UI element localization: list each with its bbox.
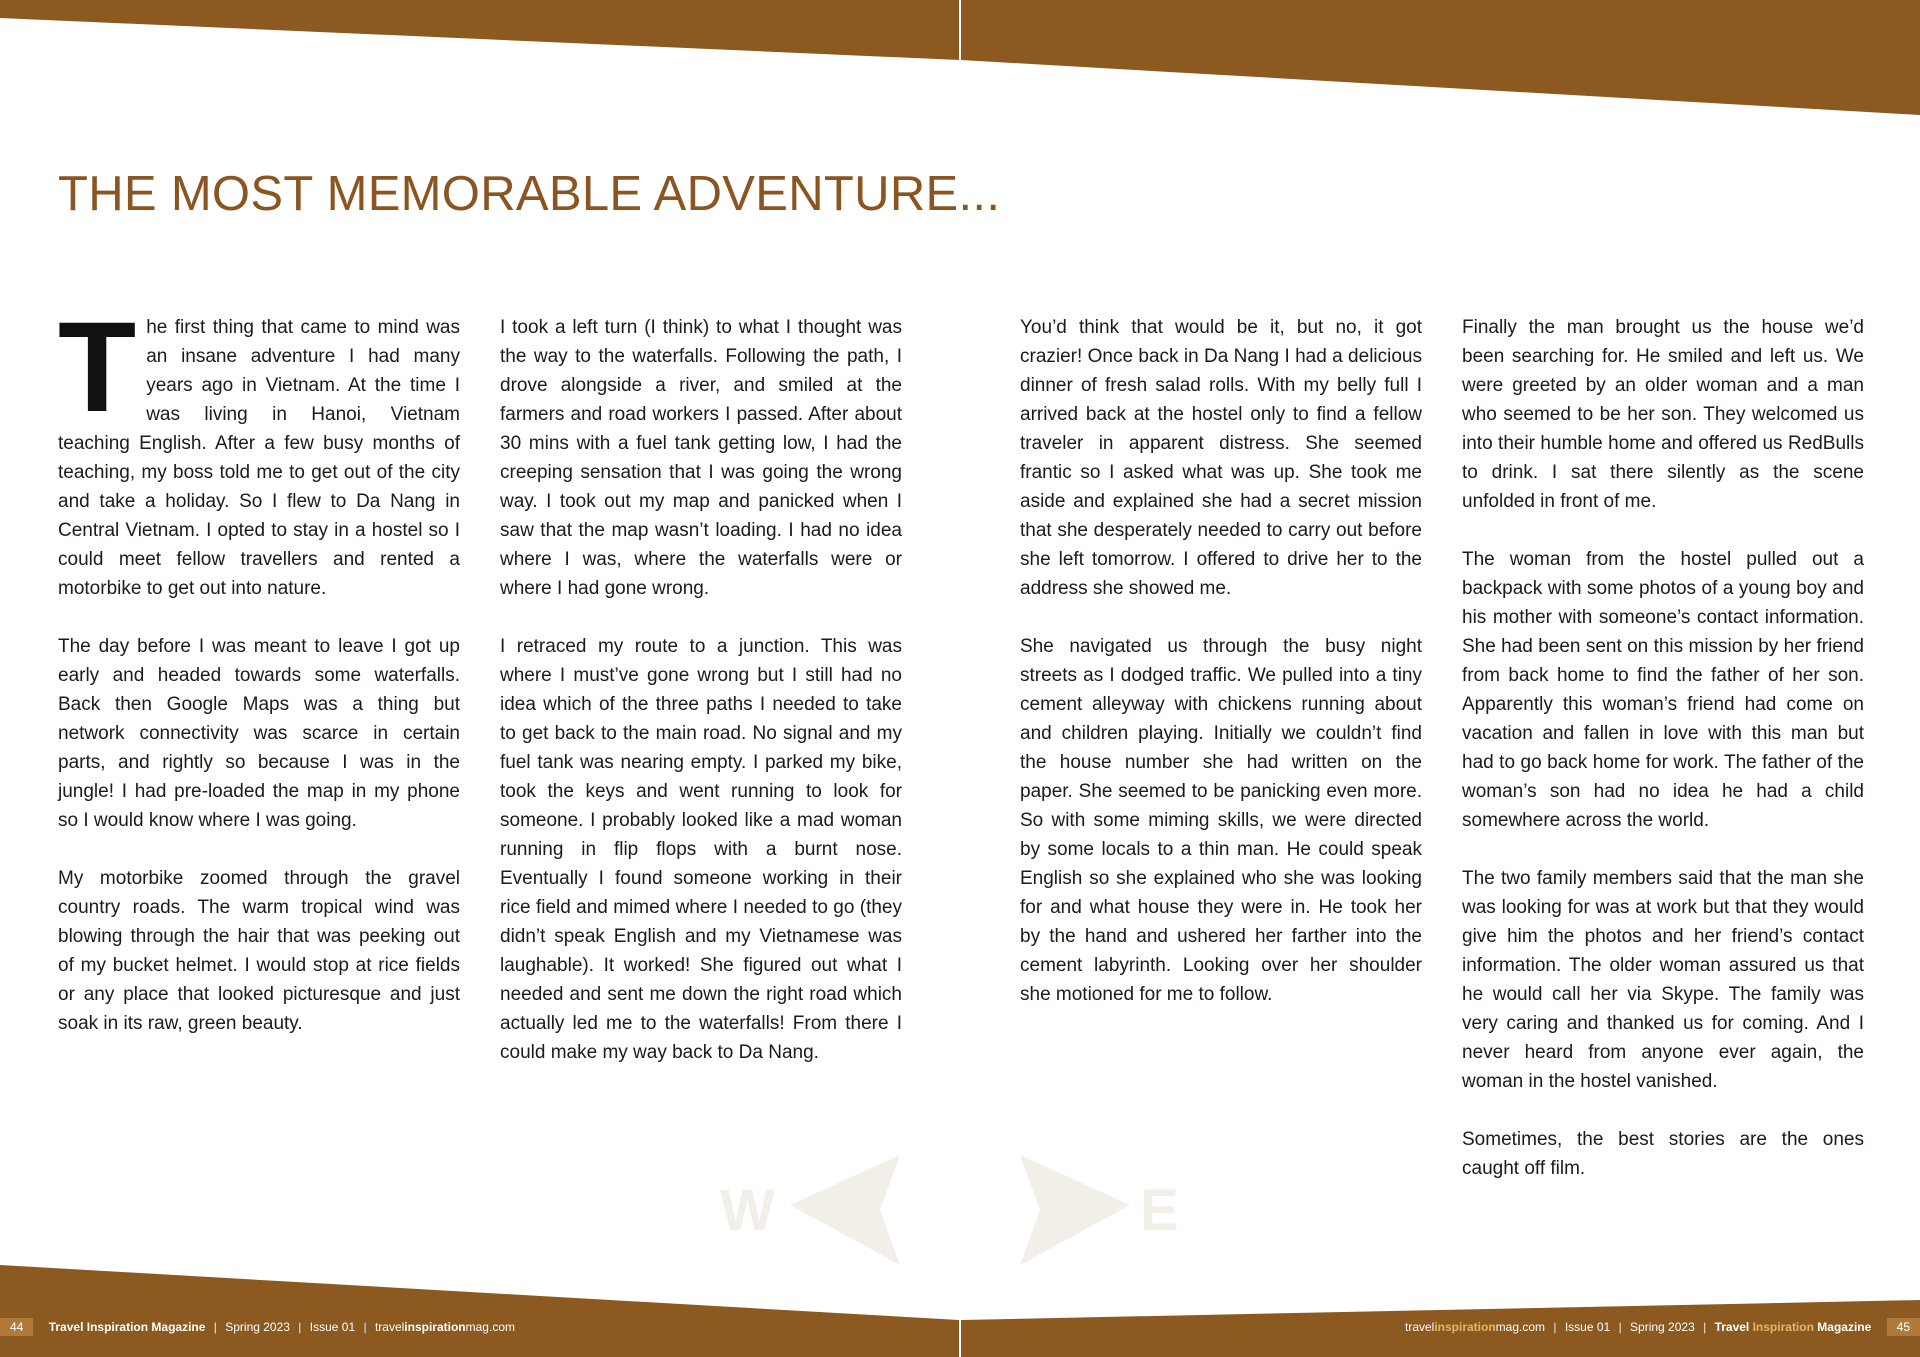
paragraph (58, 296, 460, 603)
website-suffix: mag.com (465, 1320, 515, 1334)
footer-separator: | (1618, 1320, 1622, 1334)
footer-separator: | (298, 1320, 302, 1334)
compass-west-letter: W (720, 1178, 775, 1243)
paragraph: Finally the man brought us the house we’d been searching for. He smiled and left us. We were greeted by an older woman and a man who seemed to be her son. They welcomed us into their humble home and offered us RedBulls to drink. I sat there silently as the scene unfolded in front of me. (1462, 317, 1864, 512)
magazine-highlight: Inspiration (1752, 1320, 1814, 1334)
footer-website-link[interactable] (1405, 1320, 1545, 1334)
footer-separator: | (1553, 1320, 1557, 1334)
footer-magazine-name (1715, 1320, 1872, 1334)
footer-issue: Issue 01 (309, 1320, 356, 1334)
page-spine-top (959, 0, 961, 60)
paragraph: I retraced my route to a junction. This was where I must’ve gone wrong but I still had no idea which of the three paths I needed to take to get back to the main road. No signal and my fuel tank was nearing empty. I parked my bike, took the keys and went running to look for someone. I probably looked like a mad woman running in flip flops with a burnt nose. Eventually I found someone working in their rice field and mimed where I needed to go (they didn’t speak English and my Vietnamese was laughable). It worked! She figured out what I needed and sent me down the right road which actually led me to the waterfalls! From there I could make my way back to Da Nang. (500, 636, 902, 1063)
page-number-left: 44 (0, 1318, 33, 1336)
footer-right (1405, 1318, 1920, 1336)
article-column-3 (1020, 313, 1422, 1038)
footer-season: Spring 2023 (1630, 1320, 1695, 1334)
paragraph-text: he first thing that came to mind was an insane adventure I had many years ago in Vietnam. At the time I was living in Hanoi, Vietnam teaching English. After a few busy months of teaching, my boss told me to get out of the city and take a holiday. So I flew to Da Nang in Central Vietnam. I opted to stay in a hostel so I could meet fellow travellers and rented a motorbike to get out into nature. (58, 317, 460, 599)
website-prefix: travel (1404, 1320, 1435, 1334)
compass-watermark (700, 1150, 1220, 1270)
footer-separator: | (1703, 1320, 1707, 1334)
drop-cap: T (58, 296, 137, 439)
paragraph: Sometimes, the best stories are the ones caught off film. (1462, 1129, 1864, 1179)
page-spine-bottom (959, 1320, 961, 1357)
magazine-prefix: Travel (1714, 1320, 1753, 1334)
paragraph: She navigated us through the busy night streets as I dodged traffic. We pulled into a tiny cement alleyway with chickens running about and children playing. Initially we couldn’t find the house number she had written on the paper. She seemed to be panicking even more. So with some miming skills, we were directed by some locals to a thin man. He could speak English so she explained who she was looking for and what house they were in. He took her by the hand and ushered her farther into the cement labyrinth. Looking over her shoulder she motioned for me to follow. (1020, 636, 1422, 1005)
paragraph: The two family members said that the man she was looking for was at work but that they would give him the photos and her friend’s contact information. The older woman assured us that he would call her via Skype. The family was very caring and thanked us for coming. And I never heard from anyone ever again, the woman in the hostel vanished. (1462, 868, 1864, 1092)
paragraph: I took a left turn (I think) to what I thought was the way to the waterfalls. Following the path, I drove alongside a river, and smiled at the farmers and road workers I passed. After about 30 mins with a fuel tank getting low, I had the creeping sensation that I was going the wrong way. I took out my map and panicked when I saw that the map wasn’t loading. I had no idea where I was, where the waterfalls were or where I had gone wrong. (500, 317, 902, 599)
paragraph: My motorbike zoomed through the gravel country roads. The warm tropical wind was blowing through the hair that was peeking out of my bucket helmet. I would stop at rice fields or any place that looked picturesque and just soak in its raw, green beauty. (58, 868, 460, 1034)
footer-website-link[interactable] (375, 1320, 515, 1334)
magazine-suffix: Magazine (1813, 1320, 1872, 1334)
arrow-right-icon (1020, 1155, 1130, 1265)
paragraph: The day before I was meant to leave I got up early and headed towards some waterfalls. Back then Google Maps was a thing but network connectivity was scarce in certain parts, and rightly so because I was in the jungle! I had pre-loaded the map in my phone so I would know where I was going. (58, 636, 460, 831)
website-highlight: inspiration (404, 1320, 466, 1334)
footer-separator: | (363, 1320, 367, 1334)
article-column-1 (58, 296, 460, 1067)
page-number-right: 45 (1887, 1318, 1920, 1336)
arrow-left-icon (790, 1155, 900, 1265)
article-column-2 (500, 313, 902, 1096)
footer-left (0, 1318, 515, 1336)
compass-east-letter: E (1140, 1178, 1179, 1243)
footer-magazine-name: Travel Inspiration Magazine (48, 1320, 206, 1334)
website-prefix: travel (374, 1320, 405, 1334)
footer-season: Spring 2023 (225, 1320, 290, 1334)
article-column-4 (1462, 313, 1864, 1212)
website-suffix: mag.com (1495, 1320, 1546, 1334)
article-title: THE MOST MEMORABLE ADVENTURE... (58, 167, 1001, 221)
footer-separator: | (213, 1320, 217, 1334)
footer-issue: Issue 01 (1564, 1320, 1611, 1334)
paragraph: The woman from the hostel pulled out a backpack with some photos of a young boy and his mother with someone’s contact information. She had been sent on this mission by her friend from back home to find the father of her son. Apparently this woman’s friend had come on vacation and fallen in love with this man but had to go back home for work. The father of the woman’s son had no idea he had a child somewhere across the world. (1462, 549, 1864, 831)
paragraph: You’d think that would be it, but no, it got crazier! Once back in Da Nang I had a delicious dinner of fresh salad rolls. With my belly full I arrived back at the hostel only to find a fellow traveler in apparent distress. She seemed frantic so I asked what was up. She took me aside and explained she had a secret mission that she desperately needed to carry out before she left tomorrow. I offered to drive her to the address she showed me. (1020, 317, 1422, 599)
website-highlight: inspiration (1434, 1320, 1496, 1334)
